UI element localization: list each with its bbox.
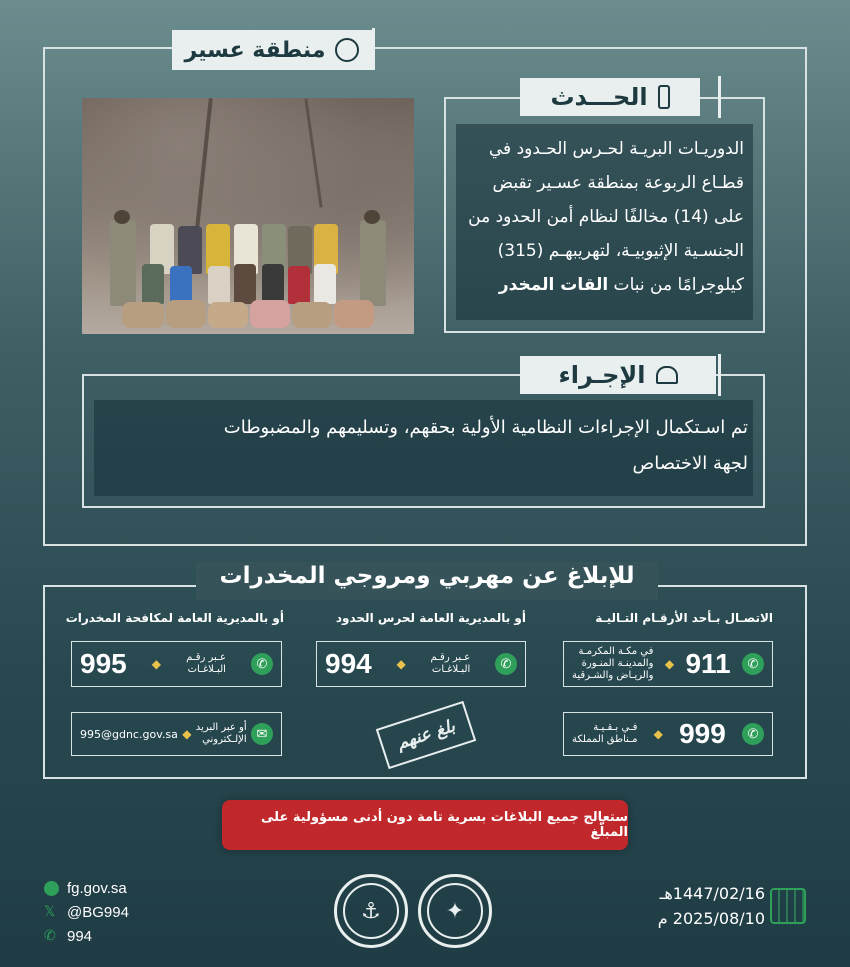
event-label: [520, 78, 700, 116]
phone-icon: ✆: [742, 653, 764, 675]
greg-date: 2025/08/10 م: [657, 909, 765, 928]
card-email-desc-1: أو عبر البريد: [195, 722, 247, 733]
email-address[interactable]: 995@gdnc.gov.sa: [80, 727, 178, 741]
card-email-desc-2: الإلـكتروني: [202, 734, 247, 745]
chevron-icon: ◆: [396, 657, 406, 671]
event-line-5-prefix: كيلوجرامًا من نبات: [608, 275, 744, 295]
card-999-desc-2: مـناطق المملكة: [572, 734, 638, 745]
col1-header: الاتصـال بـأحد الأرقـام التـاليـة: [595, 611, 773, 625]
number-911: 911: [685, 648, 731, 679]
website-text: fg.gov.sa: [67, 879, 127, 897]
envelope-icon: ✉: [251, 723, 273, 745]
phone-icon: ✆: [251, 653, 273, 675]
card-email[interactable]: [71, 712, 282, 756]
event-photo: [82, 98, 414, 334]
radio-icon: [658, 85, 670, 109]
number-999: 999: [679, 718, 726, 749]
phone-row[interactable]: [44, 924, 184, 948]
card-911[interactable]: [563, 641, 773, 687]
stamp-text: بلغ عنهم: [394, 716, 458, 754]
event-line-4: الجنسـية الإثيوبيـة، لتهريبهـم (315): [497, 241, 744, 261]
chevron-icon: ◆: [151, 657, 162, 671]
globe-icon: [44, 881, 59, 896]
chevron-icon: ◆: [664, 657, 675, 671]
notice-text: ستعالج جميع البلاغات بسرية تامة دون أدنى مسؤولية على المبلّغ: [261, 810, 628, 840]
region-label-bar: [372, 28, 375, 70]
col2-header: أو بالمديرية العامة لحرس الحدود: [335, 611, 526, 625]
action-label: [520, 356, 716, 394]
border-guard-emblem: [334, 874, 408, 948]
event-line-5-bold: القات المخدر: [498, 275, 609, 295]
hijri-date: 1447/02/16هـ: [659, 884, 765, 903]
region-label: [172, 30, 372, 70]
card-911-desc-3: والريـاض والشـرقية: [572, 670, 654, 681]
event-line-5: [456, 268, 744, 302]
card-999-desc-1: فـي بـقـيـة: [593, 722, 638, 733]
twitter-row[interactable]: [44, 900, 184, 924]
report-title: للإبلاغ عن مهربي ومروجي المخدرات: [219, 563, 635, 589]
card-995-desc: [186, 652, 226, 676]
confidentiality-notice: [222, 800, 628, 850]
card-995-desc-2: البـلاغـات: [187, 664, 226, 675]
website-row[interactable]: [44, 876, 184, 900]
saudi-emblem: [418, 874, 492, 948]
card-911-desc-1: في مكـة المكرمـة: [578, 646, 654, 657]
card-911-desc-2: والمدينـة المنـورة: [581, 658, 654, 669]
phone-text: 994: [67, 927, 93, 945]
action-text: [100, 410, 748, 482]
region-title: منطقة عسير: [184, 37, 326, 63]
card-999-desc: [572, 722, 637, 746]
col3-header: أو بالمديرية العامة لمكافحة المخدرات: [65, 611, 284, 625]
phone-icon: ✆: [742, 723, 764, 745]
card-995[interactable]: [71, 641, 282, 687]
action-label-bar: [718, 354, 721, 396]
dates: [640, 884, 765, 928]
alarm-icon: [656, 366, 678, 384]
event-label-bar: [718, 76, 721, 118]
event-line-2: قطـاع الربوعة بمنطقة عسـير تقبض: [492, 173, 744, 193]
map-search-icon: [335, 38, 359, 62]
chevron-icon: ◆: [653, 727, 663, 741]
calendar-icon: [770, 888, 806, 924]
action-title: الإجـراء: [558, 361, 646, 389]
footer-contacts: [44, 876, 184, 948]
action-line-1: تم اسـتكمال الإجراءات النظامية الأولية بحقهم، وتسليمهم والمضبوطات: [223, 417, 748, 438]
event-title: الحـــدث: [550, 83, 648, 111]
action-line-2: لجهة الاختصاص: [632, 453, 748, 474]
palm-swords-icon: ✦: [427, 883, 483, 939]
event-line-1: الدوريـات البريـة لحـرس الحـدود في: [488, 139, 744, 159]
card-999[interactable]: [563, 712, 773, 756]
event-text: [456, 132, 744, 302]
phone-icon: ✆: [495, 653, 517, 675]
event-line-3: على (14) مخالفًا لنظام أمن الحدود من: [468, 207, 744, 227]
card-email-desc: [196, 722, 247, 746]
card-994-desc-2: البـلاغـات: [431, 664, 471, 675]
card-994-desc-1: عـبر رقـم: [430, 652, 471, 663]
number-995: 995: [80, 648, 127, 679]
card-911-desc: [572, 646, 653, 682]
x-icon: 𝕏: [44, 904, 56, 920]
twitter-text: @BG994: [67, 903, 129, 921]
phone-icon: ✆: [44, 928, 56, 944]
anchor-icon: ⚓: [343, 883, 399, 939]
card-994-desc: [430, 652, 470, 676]
number-994: 994: [325, 648, 372, 679]
chevron-icon: ◆: [182, 727, 192, 741]
card-994[interactable]: [316, 641, 526, 687]
card-995-desc-1: عـبر رقـم: [186, 652, 226, 663]
